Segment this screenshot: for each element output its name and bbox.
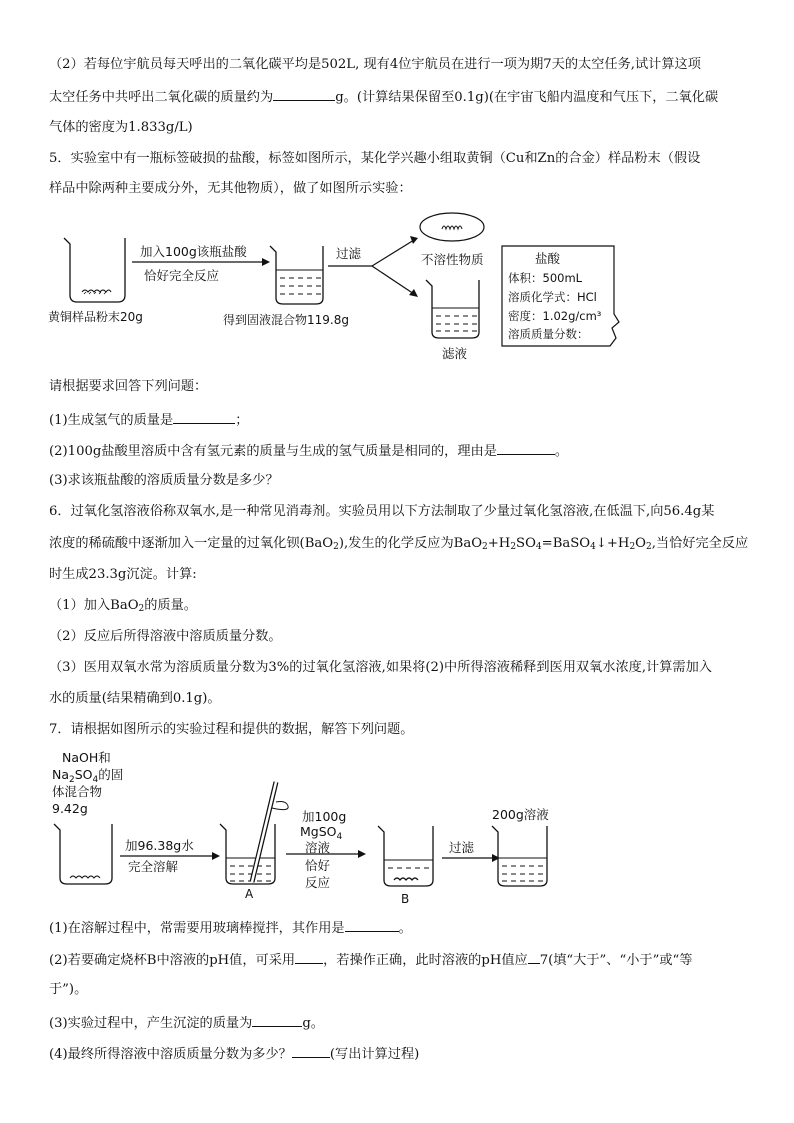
q5-experiment-diagram	[40, 210, 640, 370]
q6-stem-line3: 时生成23.3g沉淀。计算:	[49, 567, 197, 582]
acid-label-formula: 溶质化学式：HCl	[508, 290, 597, 304]
solid-label-2: $Na_2SO_4$的固	[52, 767, 124, 785]
beaker-a-label: A	[245, 887, 254, 901]
step1-label: 加入100g该瓶盐酸	[140, 244, 247, 259]
q7-filter-label: 过滤	[449, 840, 475, 855]
beaker-result	[492, 826, 547, 886]
arrow-right-icon	[262, 258, 270, 266]
sample-label: 黄铜样品粉末20g	[48, 310, 143, 324]
acid-label-density: 密度：1.02g/cm³	[508, 309, 602, 323]
glass-rod-icon	[252, 782, 288, 882]
insoluble-label: 不溶性物质	[421, 252, 484, 267]
beaker-b	[378, 826, 433, 886]
answer-blank[interactable]	[345, 918, 399, 932]
q7-part1: (1)在溶解过程中，常需要用玻璃棒搅拌，其作用是 。	[49, 918, 412, 938]
q5-part1: (1)生成氢气的质量是 ；	[49, 410, 248, 430]
arrow-up-right-icon	[410, 236, 418, 244]
q6-part3-line2: 水的质量(结果精确到0.1g)。	[49, 691, 221, 706]
solid-label-1: NaOH和	[62, 750, 111, 765]
answer-blank[interactable]	[273, 87, 335, 101]
q7-stem: 7．请根据如图所示的实验过程和提供的数据，解答下列问题。	[49, 722, 414, 737]
answer-blank[interactable]	[252, 1013, 302, 1027]
arrow-right-icon	[358, 850, 366, 858]
q7-part3: (3)实验过程中，产生沉淀的质量为 g。	[49, 1013, 324, 1033]
answer-blank[interactable]	[497, 441, 555, 455]
answer-blank[interactable]	[295, 950, 323, 964]
beaker-sample	[64, 238, 125, 302]
q4-part2-line3: 气体的密度为1.833g/L)	[49, 120, 193, 135]
q6-part3-line1: （3）医用双氧水常为溶质质量分数为3%的过氧化氢溶液,如果将(2)中所得溶液稀释到医用双氧水浓度,计算需加入	[49, 660, 712, 675]
result-label: 200g溶液	[492, 807, 549, 822]
q5-stem-line1: 5．实验室中有一瓶标签破损的盐酸，标签如图所示，某化学兴趣小组取黄铜（Cu和Zn的合金）样品粉末（假设	[49, 151, 701, 166]
beaker-filtrate	[426, 280, 479, 338]
mgso4-label-1: 加100g	[302, 809, 347, 824]
solid-label-3: 体混合物	[52, 784, 103, 799]
acid-label-fraction: 溶质质量分数：	[508, 327, 589, 341]
mgso4-label-2: MgSO$_4$	[300, 824, 343, 842]
water-label-2: 完全溶解	[128, 859, 179, 874]
q5-stem-line2: 样品中除两种主要成分外，无其他物质），做了如图所示实验：	[49, 181, 412, 196]
beaker-solid	[54, 824, 112, 884]
arrow-right-icon	[212, 852, 220, 860]
beaker-mixture	[270, 246, 323, 304]
filtrate-label: 滤液	[442, 346, 468, 361]
q6-part2: （2）反应后所得溶液中溶质质量分数。	[49, 629, 282, 644]
q6-stem-line2: 浓度的稀硫酸中逐渐加入一定量的过氧化钡(BaO$_2$),发生的化学反应为$BaO_2+H_2SO_4=BaSO_4↓+H_2O_2$,当恰好完全反应	[49, 536, 749, 552]
q4-part2-line1: （2）若每位宇航员每天呼出的二氧化碳平均是502L, 现有4位宇航员在进行一项为期7天的太空任务,试计算这项	[49, 57, 701, 72]
acid-label-title: 盐酸	[535, 251, 561, 266]
filter-label: 过滤	[336, 246, 362, 261]
q5-part3: (3)求该瓶盐酸的溶质质量分数是多少？	[49, 473, 279, 488]
react-label-1: 恰好	[305, 858, 331, 873]
mixture-label: 得到固液混合物119.8g	[223, 313, 349, 327]
answer-blank[interactable]	[528, 950, 540, 964]
q4-part2-line2: 太空任务中共呼出二氧化碳的质量约为 g。(计算结果保留至0.1g)(在宇宙飞船内温度和气压下，二氧化碳	[49, 87, 718, 107]
arrow-down-right-icon	[409, 289, 418, 297]
q7-part2-line1: (2)若要确定烧杯B中溶液的pH值，可采用 ，若操作正确，此时溶液的pH值应 7(填“大于”、“小于”或“等	[49, 950, 692, 970]
acid-label-volume: 体积：500mL	[508, 271, 583, 285]
mgso4-label-3: 溶液	[305, 840, 331, 855]
beaker-b-label: B	[401, 892, 410, 906]
insoluble-dish	[420, 213, 484, 241]
q7-part4: (4)最终所得溶液中溶质质量分数为多少？ (写出计算过程)	[49, 1044, 419, 1064]
q7-experiment-diagram	[40, 742, 580, 912]
answer-blank[interactable]	[292, 1044, 330, 1058]
water-label-1: 加96.38g水	[125, 838, 194, 853]
answer-blank[interactable]	[173, 410, 235, 424]
q6-part1: （1）加入BaO$_2$的质量。	[49, 598, 197, 614]
react-label-2: 反应	[305, 875, 331, 890]
solid-label-4: 9.42g	[52, 801, 88, 816]
q5-part2: (2)100g盐酸里溶质中含有氢元素的质量与生成的氢气质量是相同的，理由是 。	[49, 441, 568, 461]
q7-part2-line2: 于”)。	[49, 982, 88, 997]
q6-stem-line1: 6．过氧化氢溶液俗称双氧水,是一种常见消毒剂。实验员用以下方法制取了少量过氧化氢溶液,在低温下,向56.4g某	[49, 504, 715, 519]
step2-label: 恰好完全反应	[144, 268, 220, 283]
q5-instructions: 请根据要求回答下列问题：	[49, 379, 208, 394]
beaker-a	[220, 824, 275, 884]
